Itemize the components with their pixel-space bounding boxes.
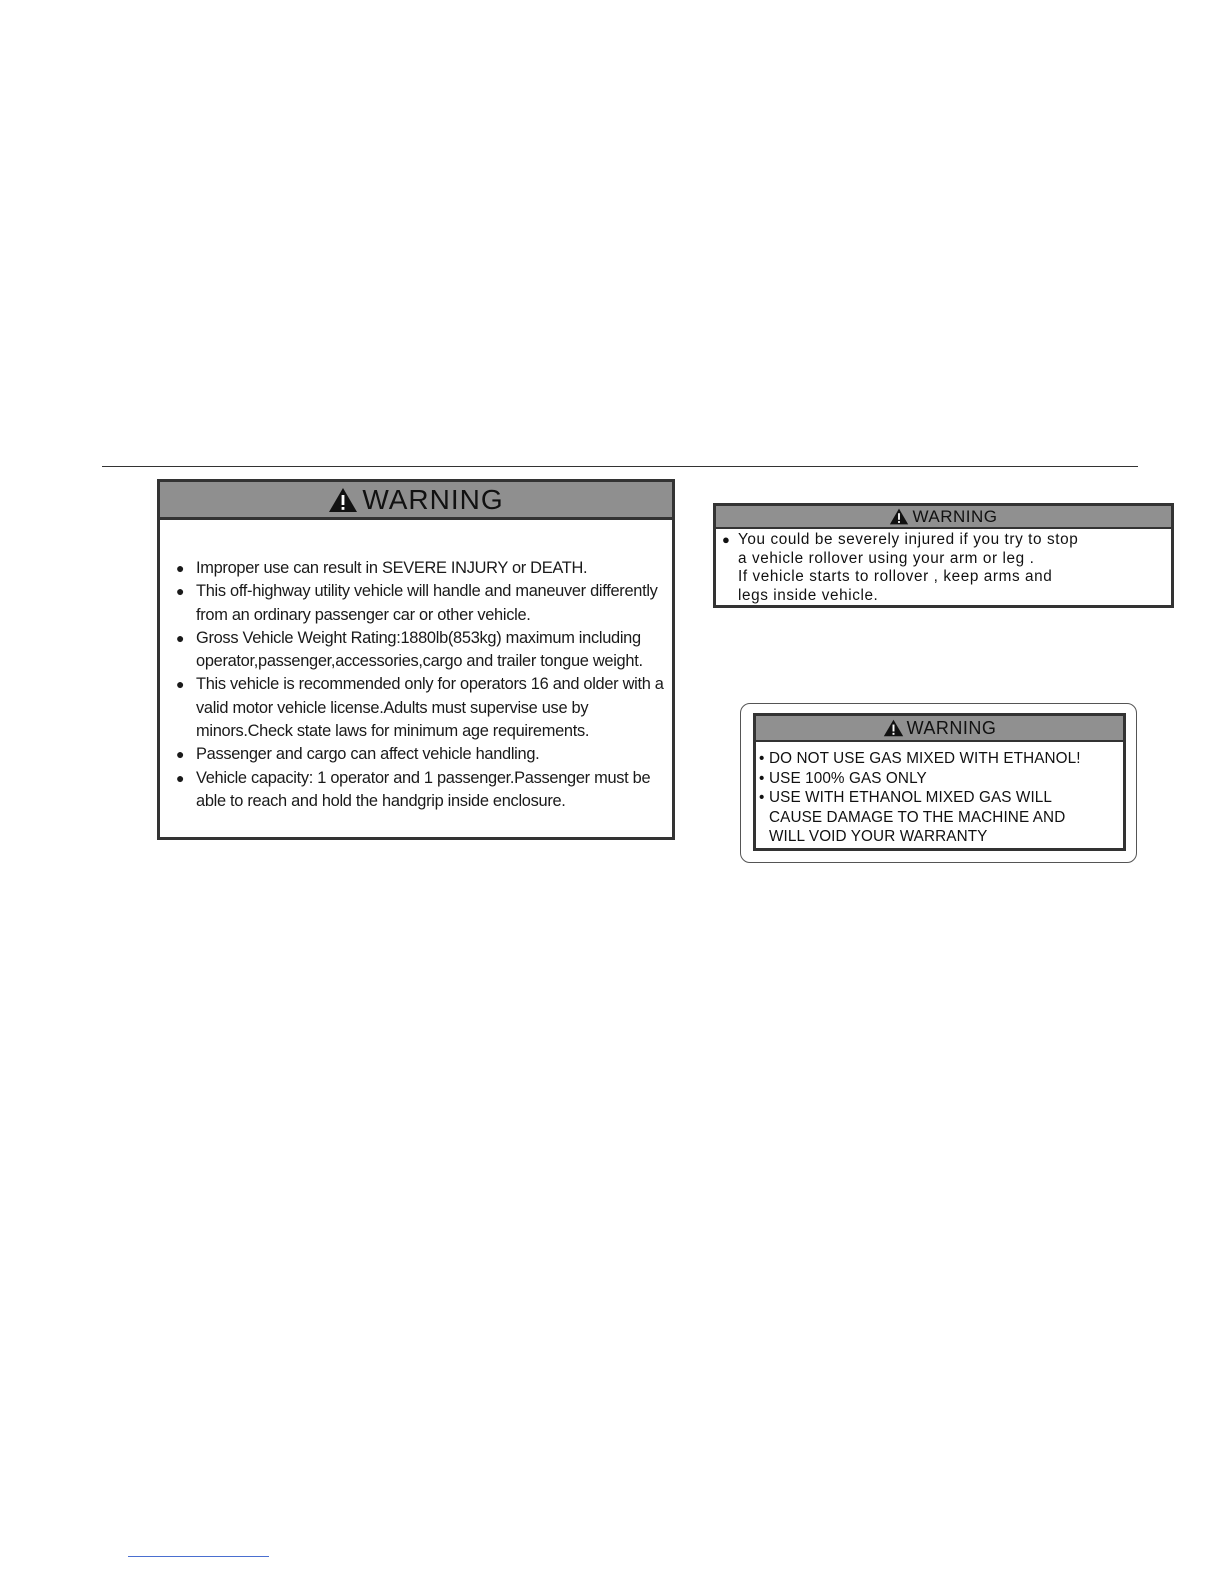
warning-label-title: WARNING: [906, 717, 997, 738]
warning-line-text: You could be severely injured if you try to stop: [738, 531, 1079, 548]
warning-line: [759, 749, 1124, 769]
footer-link-underline[interactable]: [128, 1556, 269, 1557]
warning-text: [759, 749, 1124, 847]
warning-triangle-icon: [328, 487, 358, 513]
bullet-icon: ●: [176, 769, 185, 786]
bullet-icon: ●: [176, 583, 185, 600]
list-item-text: Vehicle capacity: 1 operator and 1 passenger.Passenger must be able to reach and hold the handgrip inside enclosure.: [196, 768, 651, 810]
warning-line-text: legs inside vehicle.: [738, 586, 879, 604]
warning-line-text: WILL VOID YOUR WARRANTY: [769, 828, 988, 846]
warning-triangle-icon: [883, 719, 904, 737]
warning-line-text: USE 100% GAS ONLY: [769, 769, 927, 787]
warning-triangle-icon: [889, 508, 909, 525]
warning-line-text: If vehicle starts to rollover , keep arms and: [738, 568, 1053, 585]
bullet-icon: •: [759, 750, 765, 767]
bullet-icon: •: [759, 789, 765, 807]
bullet-icon: ●: [176, 560, 185, 576]
list-item-text: Improper use can result in SEVERE INJURY or DEATH.: [196, 559, 588, 577]
warning-text: [722, 531, 1170, 605]
list-item: [176, 557, 666, 580]
warning-line: [722, 550, 1170, 569]
section-divider: [102, 466, 1138, 467]
warning-label-header: [716, 506, 1171, 529]
warning-line: [722, 568, 1170, 587]
warning-label-title: WARNING: [362, 483, 504, 515]
bullet-icon: ●: [176, 629, 185, 646]
warning-label-fuel-sticker: [740, 703, 1137, 863]
list-item: [176, 627, 666, 674]
warning-label-title: WARNING: [912, 506, 998, 526]
warning-line: [722, 587, 1170, 606]
warning-line-text: DO NOT USE GAS MIXED WITH ETHANOL!: [769, 750, 1081, 767]
list-item-text: This vehicle is recommended only for operators 16 and older with a valid motor vehicle license.Adults must supervise use by minors.Check state laws for minimum age requirements.: [196, 675, 664, 741]
warning-label-fuel: [753, 713, 1126, 851]
warning-label-rollover: [713, 503, 1174, 608]
warning-line: [759, 808, 1124, 828]
bullet-icon: •: [759, 769, 765, 787]
list-item-text: Passenger and cargo can affect vehicle handling.: [196, 745, 540, 764]
list-item: [176, 743, 666, 766]
warning-line-text: USE WITH ETHANOL MIXED GAS WILL: [769, 789, 1053, 807]
warning-label-header: [756, 716, 1123, 742]
bullet-icon: ●: [176, 746, 185, 763]
list-item: [176, 767, 666, 814]
list-item-text: Gross Vehicle Weight Rating:1880lb(853kg) maximum including operator,passenger,accessories,cargo and trailer tongue weight.: [196, 628, 643, 671]
warning-line: [759, 769, 1124, 789]
warning-label-vehicle-use: [157, 479, 675, 840]
bullet-icon: ●: [176, 676, 185, 693]
warning-line: [722, 531, 1170, 550]
warning-label-header: [160, 482, 672, 520]
warning-line-text: CAUSE DAMAGE TO THE MACHINE AND: [769, 808, 1066, 826]
list-item-text: This off-highway utility vehicle will handle and maneuver differently from an ordinary passenger car or other vehicle.: [196, 582, 658, 624]
warning-line-text: a vehicle rollover using your arm or leg .: [738, 549, 1035, 567]
warning-line: [759, 788, 1124, 808]
bullet-icon: ●: [722, 532, 731, 547]
list-item: [176, 580, 666, 627]
warning-line: [759, 827, 1124, 847]
list-item: [176, 673, 666, 743]
warning-list: [176, 557, 666, 813]
